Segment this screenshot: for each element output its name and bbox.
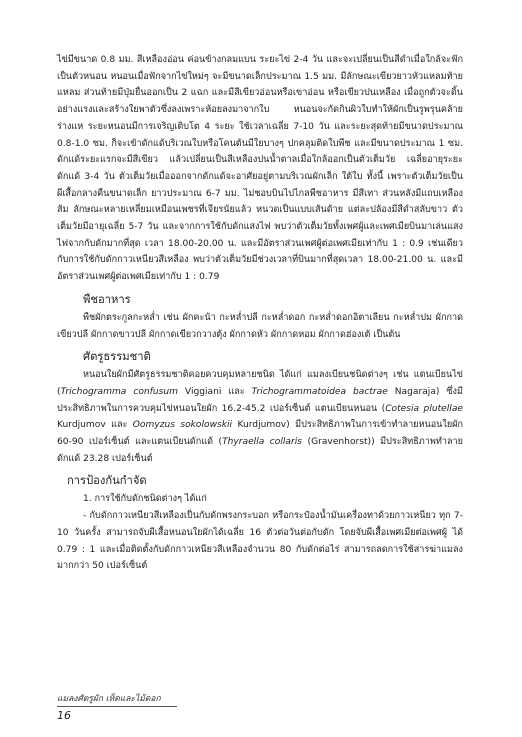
- text-segment: Kurdjumov) มีประสิทธิภาพในการเข้าทำลายหนอนใยผัก 60-90 เปอร์เซ็นต์ และแตนเบียนดักแด้ (: [57, 420, 463, 448]
- host-plants-heading: พืชอาหาร: [83, 292, 131, 306]
- natural-enemies-paragraph: [57, 367, 463, 467]
- text-segment: Nagaraja) ซึ่งมีประสิทธิภาพในการควบคุมไข่หนอนใยผัก 16.2-45.2 เปอร์เซ็นต์ แตนเบียนหนอน (: [57, 386, 463, 414]
- page-content: [57, 52, 463, 575]
- footer-divider: [57, 706, 177, 707]
- species-name: Trichogrammatoidea bactrae: [251, 386, 388, 397]
- species-name: Cotesia plutellae: [385, 403, 463, 414]
- intro-paragraph: ไข่มีขนาด 0.8 มม. สีเหลืองอ่อน ค่อนข้างกลมแบน ระยะไข่ 2-4 วัน และจะเปลี่ยนเป็นสีดำเมื่อใกล้จะฟักเป็นตัวหนอน หนอนเมื่อฟักจากไข่ใหม่ๆ จะมีขนาดเล็กประมาณ 1.5 มม. มีลักษณะเขียวยาวหัวแหลมท้ายแหลม ส่วนท้ายมีปุ่มยื่นออกเป็น 2 แฉก และมีสีเขียวอ่อนหรือเขาอ่อน หรือเขียวปนเหลือง เมื่อถูกตัวจะดิ้นอย่างแรงและสร้างใยพาตัวซึ่งลงเพราะห้อยลงมาจากใบ หนอนจะกัดกินผิวใบทำให้ผักเป็นรูพรุนคล้ายร่างแห ระยะหนอนมีการเจริญเติบโต 4 ระยะ ใช้เวลาเฉลี่ย 7-10 วัน และระยะสุดท้ายมีขนาดประมาณ 0.8-1.0 ซม. ก็จะเข้าดักแด้บริเวณใบหรือโคนต้นมีใยบางๆ ปกคลุมติดใบพืช และมีขนาดประมาณ 1 ซม. ดักแด้ระยะแรกจะมีสีเขียว แล้วเปลี่ยนเป็นสีเหลืองปนน้ำตาลเมื่อใกล้ออกเป็นตัวเต็มวัย เฉลี่ยอายุระยะดักแด้ 3-4 วัน ตัวเต็มวัยเมื่อออกจากดักแด้จะอาศัยอยู่ตามบริเวณผักเล็ก ใต้ใบ ทั้งนี้ เพราะตัวเต็มวัยเป็นผีเสื้อกลางคืนขนาดเล็ก ยาวประมาณ 6-7 มม. ไม่ชอบบินไปไกลพืชอาหาร มีสีเทา ส่วนหลังมีแถบเหลืองส้ม ลักษณะหลายเหลี่ยมเหมือนเพชรที่เจียรนัยแล้ว หนวดเป็นแบบเส้นด้าย แต่ละปล้องมีสีดำสลับขาว ตัวเต็มวัยมีอายุเฉลี่ย 5-7 วัน และจากการใช้กับดักแสงไฟ พบว่าตัวเต็มวัยทั้งเพศผู้และเพศเมียบินมาเล่นแสงไฟจากกับดักมากที่สุด เวลา 18.00-20.00 น. และมีอัตราส่วนเพศผู้ต่อเพศเมียเท่ากับ 1 : 0.9 เช่นเดียวกับการใช้กับดักกาวเหนียวสีเหลือง พบว่าตัวเต็มวัยมีช่วงเวลาที่บินมากที่สุดเวลา 18.00-21.00 น. และมีอัตราส่วนเพศผู้ต่อเพศเมียเท่ากับ 1 : 0.79: [57, 55, 463, 283]
- footer-book-title: แมลงศัตรูผัก เห็ดและไม้ดอก: [57, 694, 161, 704]
- natural-enemies-heading: ศัตรูธรรมชาติ: [83, 350, 151, 364]
- control-bullet-1: - กับดักกาวเหนียวสีเหลืองเป็นกับดักพรงกระบอก หรือกระป๋องน้ำมันเครื่องทาด้วยกาวเหนียว ทุก 7-10 วันครั้ง สามารถจับผีเสื้อหนอนใยผักได้เฉลี่ย 16 ตัวต่อวันต่อกับดัก โดยจับผีเสื้อเพศเมียต่อเพศผู้ ได้ 0.79 : 1 และเมื่อติดตั้งกับดักกาวเหนียวสีเหลืองจำนวน 80 กับดักต่อไร่ สามารถลดการใช้สารฆ่าแมลงมากกว่า 50 เปอร์เซ็นต์: [57, 511, 463, 572]
- text-segment: หนอนใยผักมีศัตรูธรรมชาติคอยควบคุมหลายชนิด ได้แก่ แมลงเบียนชนิดต่างๆ เช่น แตนเบียนไข่ (: [57, 370, 463, 397]
- species-name: Oomyzus sokolowskii: [132, 420, 233, 431]
- text-segment: Viggiani และ: [177, 386, 252, 397]
- host-plants-paragraph: พืชผักตระกูลกะหล่ำ เช่น ผักคะน้า กะหล่ำปลี กะหล่ำดอก กะหล่ำดอกอิตาเลียน กะหล่ำปม ผักกาดเขียวปลี ผักกาดขาวปลี ผักกาดเขียวกวางตุ้ง ผักกาดหัว ผักกาดหอม ผักกาดฮ่องเต้ เป็นต้น: [57, 312, 463, 340]
- page-footer: [57, 693, 217, 723]
- control-item-1: 1. การใช้กับดักชนิดต่างๆ ได้แก่: [83, 494, 207, 505]
- page-number: 16: [57, 709, 71, 722]
- control-heading: การป้องกันกำจัด: [67, 474, 147, 488]
- text-segment: Kurdjumov และ: [57, 420, 133, 431]
- species-name: Trichogramma confusum: [60, 386, 178, 397]
- species-name: Thyraella collaris: [222, 437, 303, 448]
- text-segment: (Gravenhorst)) มีประสิทธิภาพทำลายดักแด้ 23.28 เปอร์เซ็นต์: [57, 437, 463, 464]
